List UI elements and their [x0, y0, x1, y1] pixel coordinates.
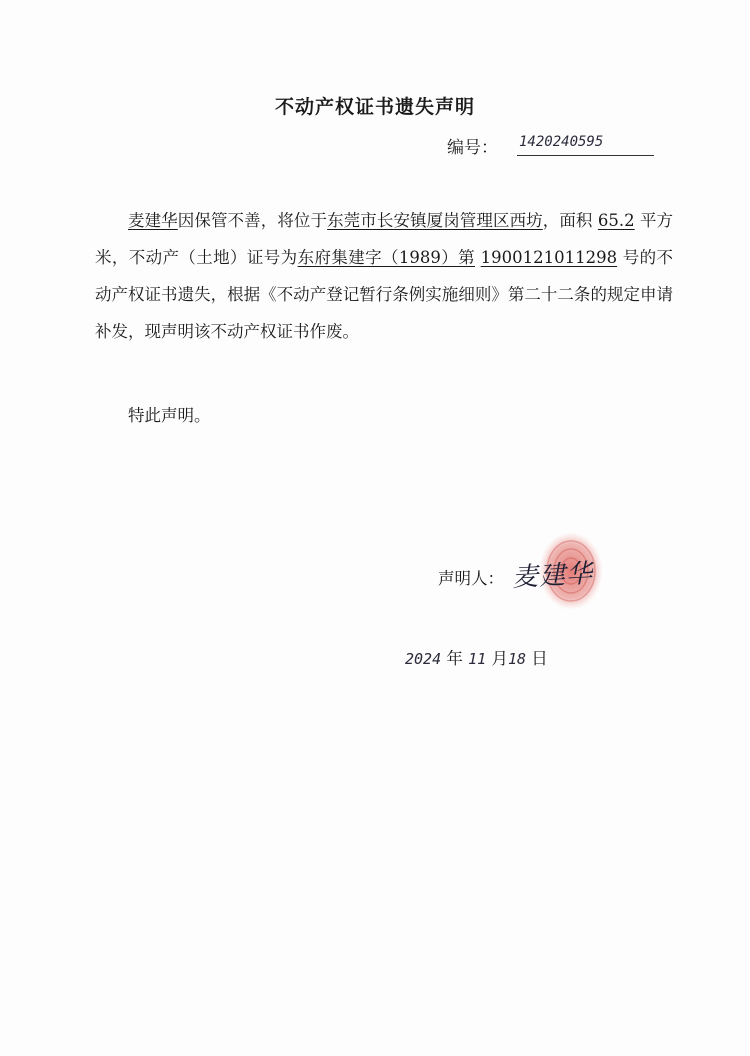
text-segment: 因保管不善，将位于 [177, 211, 328, 230]
text-segment: 号的不动产权证书遗失，根据《不动产登记暂行条例实施细则》第二十二条的规定申请补发，现声明该不动产权证书作废。 [95, 248, 674, 341]
date-month-unit: 月 [491, 649, 508, 668]
date-year: 2024 [405, 650, 442, 668]
text-segment: 平方米，不动产（土地）证号为 [95, 211, 674, 267]
property-area: 65.2 [597, 211, 635, 230]
document-number-label: 编号： [447, 138, 498, 158]
declaration-body [95, 202, 673, 350]
date-year-unit: 年 [446, 649, 463, 668]
date-day-unit: 日 [531, 649, 548, 668]
certificate-prefix: 东府集建字（1989）第 [297, 248, 475, 267]
certificate-number: 1900121011298 [480, 248, 618, 267]
owner-name: 麦建华 [128, 211, 178, 230]
declarant-label: 声明人： [438, 569, 504, 588]
document-title: 不动产权证书遗失声明 [274, 96, 475, 118]
document-number [447, 133, 604, 158]
date-day: 18 [507, 650, 526, 668]
text-segment: ，面积 [542, 211, 593, 230]
property-location: 东莞市长安镇厦岗管理区西坊 [327, 211, 543, 230]
closing-statement: 特此声明。 [128, 406, 211, 425]
date-month: 11 [468, 650, 487, 668]
declaration-date [405, 645, 548, 669]
handwritten-signature: 麦建华 [511, 558, 594, 594]
document-number-value: 1420240595 [517, 129, 654, 156]
declaration-paragraph [95, 202, 673, 350]
